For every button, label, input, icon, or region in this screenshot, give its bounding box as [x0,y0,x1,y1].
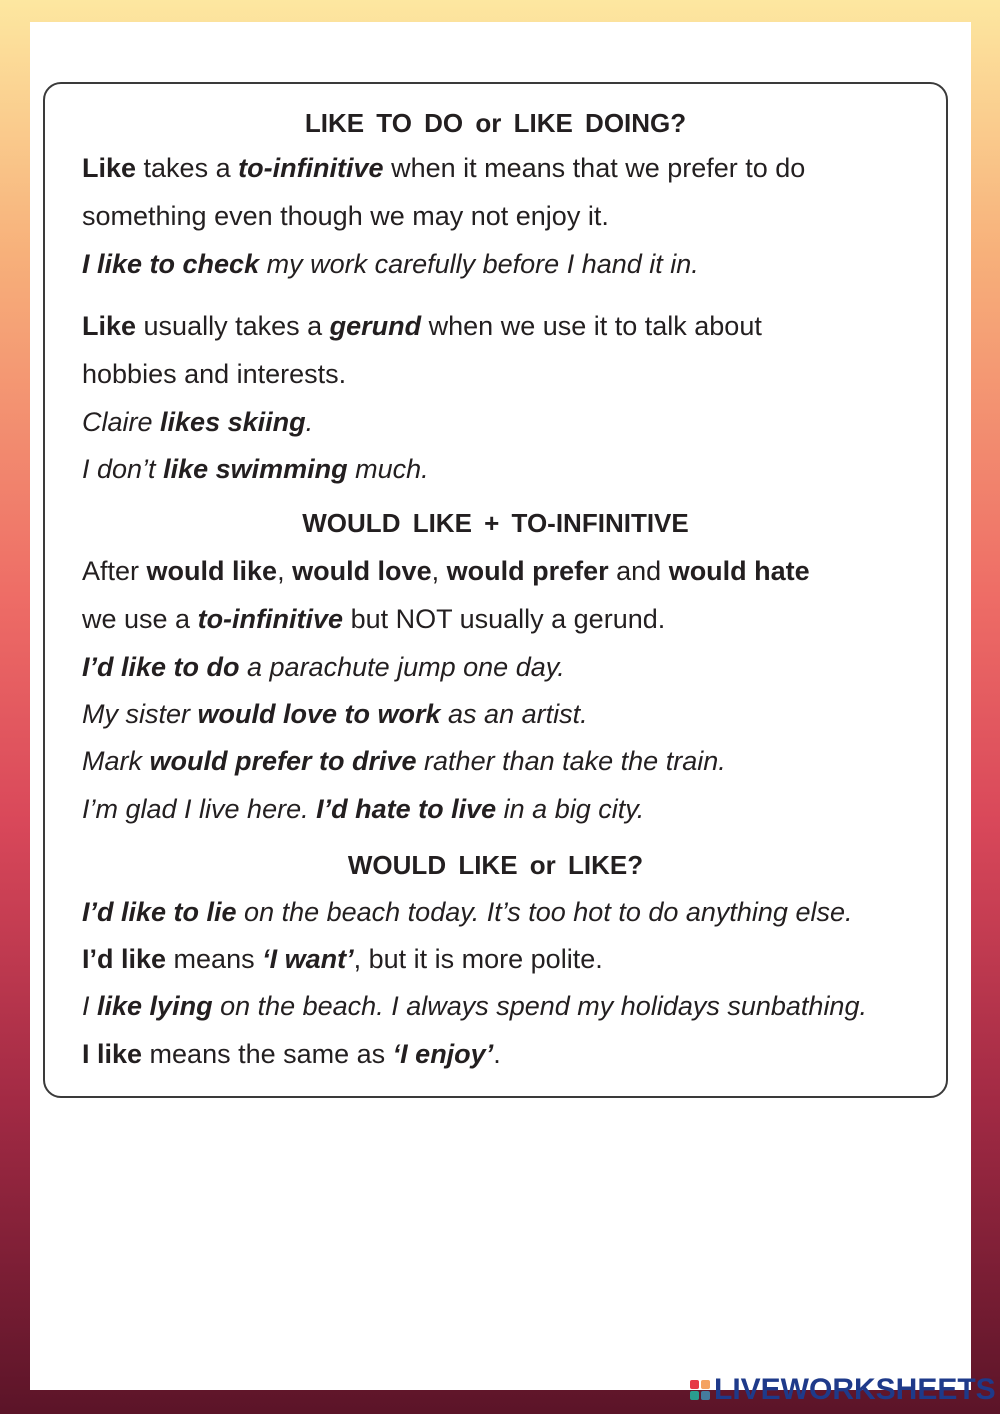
s4-example2: I like lying on the beach. I always spend my holidays sunbathing. [82,991,867,1021]
s2-line1: Like usually takes a gerund when we use it to talk about [82,311,762,341]
s2-line2: hobbies and interests. [82,359,347,389]
s1-line2: something even though we may not enjoy it. [82,201,609,231]
s3-example1: I’d like to do a parachute jump one day. [82,652,565,682]
s4-line4: I like means the same as ‘I enjoy’. [82,1039,501,1069]
s1-line1: Like takes a to-infinitive when it means that we prefer to do [82,153,806,183]
heading-like-to-do-or-doing: LIKE TO DO or LIKE DOING? [304,108,687,138]
worksheet-page [30,22,971,1390]
term-like: Like [82,311,137,341]
s1-example: I like to check my work carefully before I hand it in. [82,249,699,279]
s3-example2: My sister would love to work as an artist. [82,699,588,729]
heading-would-like-or-like: WOULD LIKE or LIKE? [347,850,644,880]
liveworksheets-watermark [690,1372,996,1408]
term-to-infinitive: to-infinitive [238,153,384,183]
s2-example2: I don’t like swimming much. [82,454,429,484]
watermark-text: LIVEWORKSHEETS [714,1373,996,1406]
s3-example3: Mark would prefer to drive rather than take the train. [82,746,726,776]
s3-line1: After would like, would love, would prefer and would hate [82,556,810,586]
s3-example4: I’m glad I live here. I’d hate to live in a big city. [82,794,645,824]
liveworksheets-logo-icon [690,1380,710,1400]
s2-example1: Claire likes skiing. [82,407,314,437]
heading-would-like-to-infinitive: WOULD LIKE + TO-INFINITIVE [302,508,689,538]
s4-example1: I’d like to lie on the beach today. It’s too hot to do anything else. [82,897,853,927]
grammar-box [43,82,948,1098]
s3-line2: we use a to-infinitive but NOT usually a gerund. [82,604,666,634]
term-gerund: gerund [329,311,422,341]
s4-line2: I’d like means ‘I want’, but it is more polite. [82,944,603,974]
term-like: Like [82,153,137,183]
